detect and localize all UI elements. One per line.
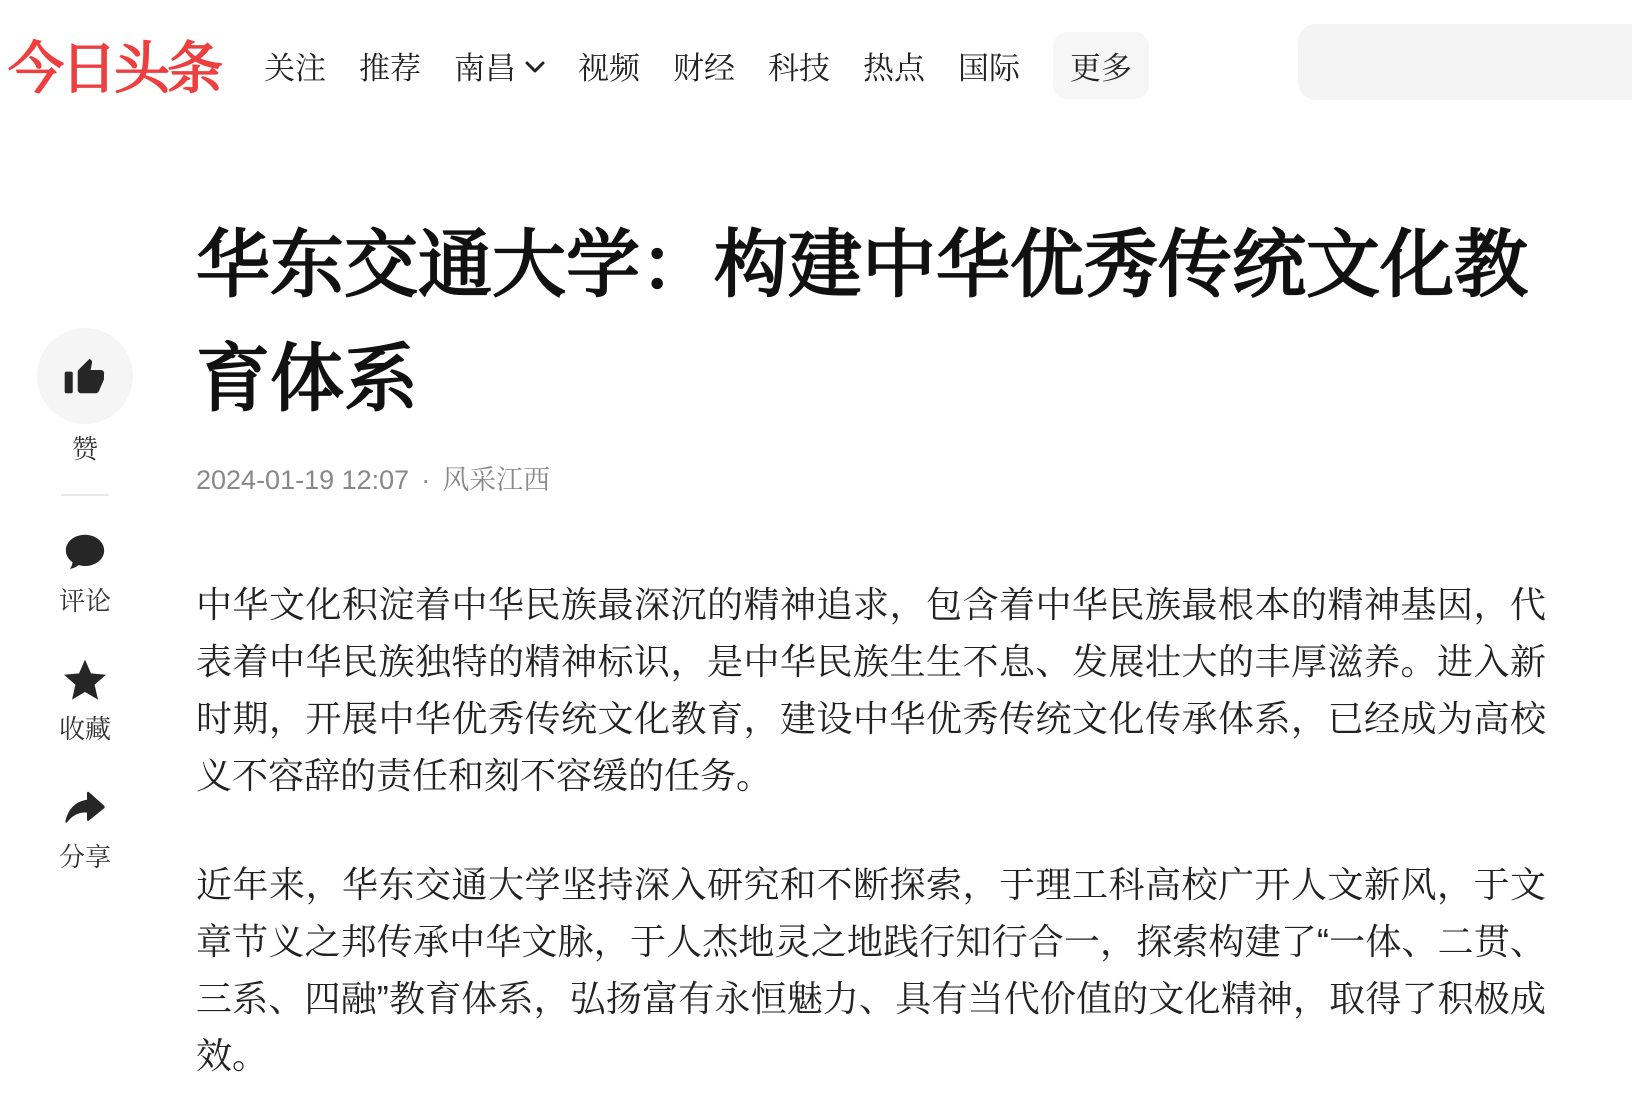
nav-item-recommend[interactable]: 推荐 [359,50,421,86]
nav-item-finance[interactable]: 财经 [673,50,735,86]
share-action[interactable] [59,784,111,872]
article-main [196,208,1546,1084]
nav-item-nanchang[interactable] [454,43,545,88]
nav-item-international[interactable]: 国际 [958,50,1020,86]
favorite-action[interactable] [59,656,111,744]
action-bar [37,328,133,872]
article-meta [196,467,1546,494]
article-source[interactable]: 风采江西 [442,465,551,495]
like-label: 赞 [71,434,98,464]
nav-item-hot[interactable]: 热点 [863,50,925,86]
comment-icon [62,530,108,576]
paragraph: 中华文化积淀着中华民族最深沉的精神追求，包含着中华民族最根本的精神基因，代表着中华民族独特的精神标识，是中华民族生生不息、发展壮大的丰厚滋养。进入新时期，开展中华优秀传统文化教育，建设中华优秀传统文化传承体系，已经成为高校义不容辞的责任和刻不容缓的任务。 [196,584,1546,796]
paragraph: 近年来，华东交通大学坚持深入研究和不断探索，于理工科高校广开人文新风，于文章节义之邦传承中华文脉，于人杰地灵之地践行知行合一，探索构建了“一体、二贯、三系、四融”教育体系，弘扬富有永恒魅力、具有当代价值的文化精神，取得了积极成效。 [196,864,1546,1076]
share-icon [61,784,109,832]
article-title: 华东交通大学：构建中华优秀传统文化教育体系 [196,223,1528,420]
favorite-label: 收藏 [58,714,111,744]
share-label: 分享 [58,842,111,872]
nav-item-tech[interactable]: 科技 [768,50,830,86]
nav-item-follow[interactable]: 关注 [264,50,326,86]
nav-item-video[interactable]: 视频 [578,50,640,86]
search-input[interactable] [1298,24,1632,100]
action-divider [61,494,109,496]
publish-time: 2024-01-19 12:07 [196,465,410,495]
top-header [0,0,1632,130]
nav-item-nanchang-label: 南昌 [454,50,516,86]
top-nav [264,32,1149,99]
toutiao-logo[interactable]: 今日头条 [8,37,220,100]
like-action [37,328,133,464]
meta-separator: · [421,465,431,495]
chevron-down-icon [525,61,545,74]
nav-item-more[interactable]: 更多 [1053,32,1149,99]
star-icon [61,656,109,704]
like-button[interactable] [37,328,133,424]
article-content [196,576,1546,1084]
comment-label: 评论 [58,586,111,616]
thumbs-up-icon [62,353,108,399]
comment-action[interactable] [59,530,111,616]
